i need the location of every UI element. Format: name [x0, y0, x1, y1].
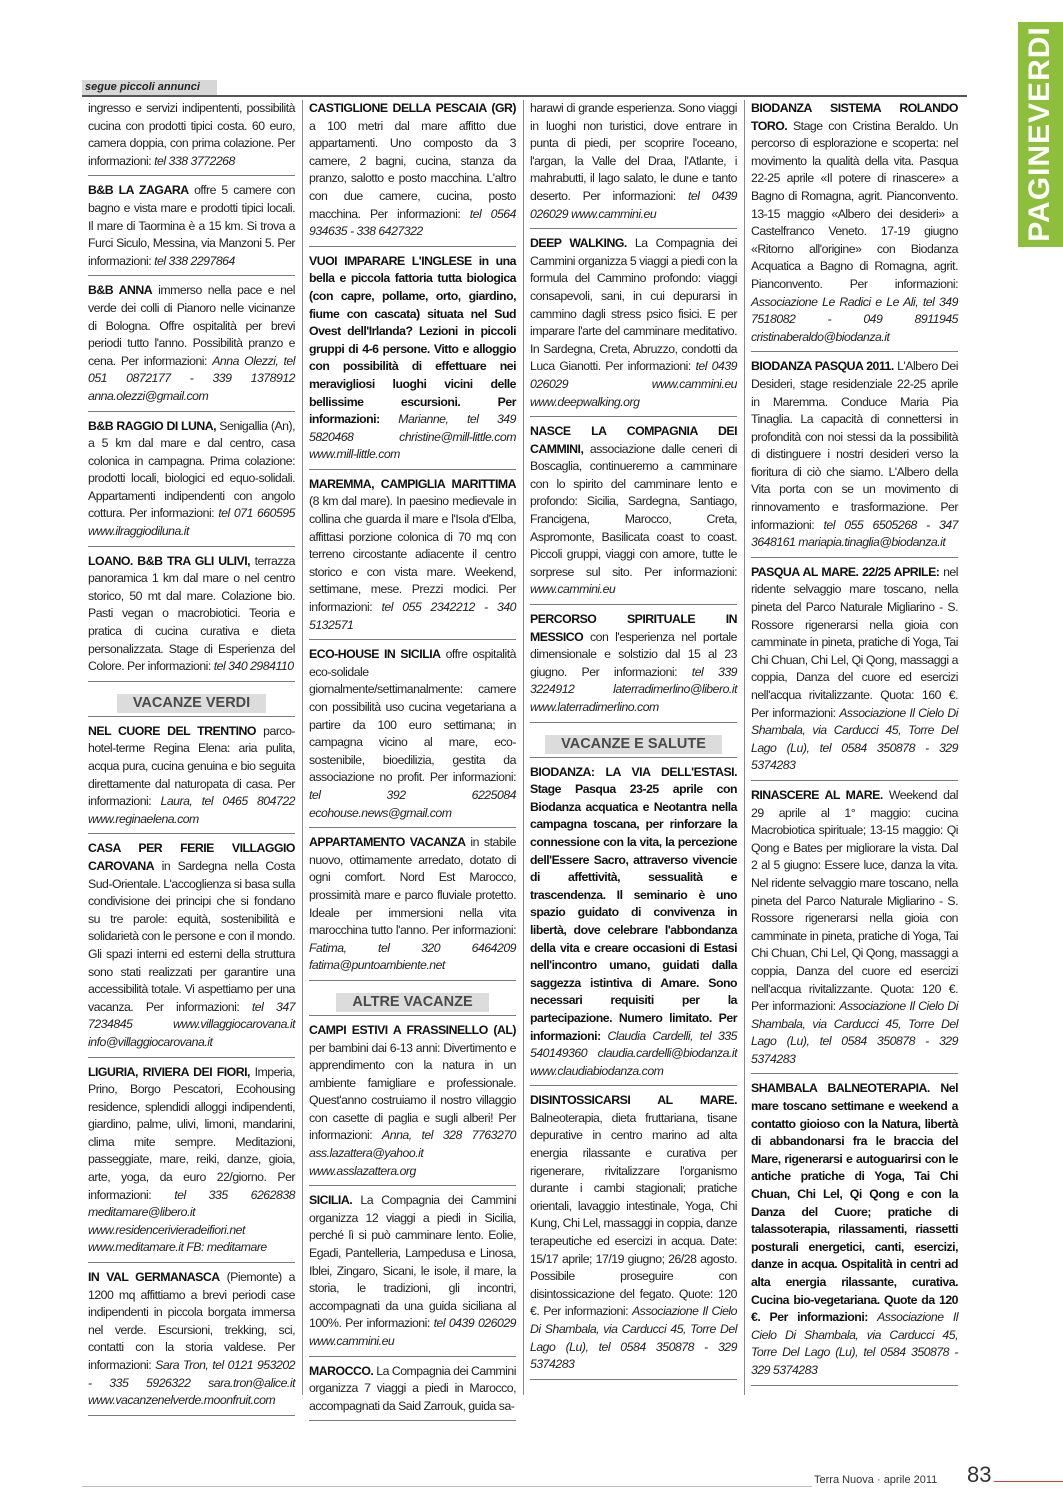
ad-body: a 100 metri dal mare affitto due appartamenti. Uno composto da 3 camere, 2 bagni, cucina, stanza da pranzo, salotto e posto macchina. L'altro con due camere, cucina, posto macchina. Per informazioni:	[309, 118, 516, 221]
ad-body: La Compagnia dei Cammini organizza 12 viaggi a piedi in Sicilia, perché lì si può camminare lento. Eolie, Egadi, Pantelleria, Lampedusa e Linosa, Iblei, Zingaro, Sicani, le isole, il mare, la storia, le tradizioni, gli incontri, accompagnati da una guida siciliana al 100%. Per informazioni:	[309, 1193, 516, 1331]
ad-contact[interactable]: tel 340 2984110	[213, 659, 294, 674]
ad-body: harawi di grande esperienza. Sono viaggi in luoghi non turistici, dove entrare in punta di piedi, per scoprire l'oceano, l'argan, la Valle del Draa, l'Atlante, i mahrabutti, il lago salato, le dune e tanto deserto. Per informazioni:	[530, 101, 737, 203]
column-4	[751, 100, 958, 1392]
classified-ad	[88, 1064, 295, 1264]
heading-vacanze-verdi: VACANZE VERDI	[88, 694, 295, 717]
ad-title: B&B LA ZAGARA	[88, 183, 189, 198]
ad-contact[interactable]: Associazione Il Cielo Di Shambala, via Carducci 45, Torre Del Lago (Lu), tel 0584 350878 - 329 5374283	[751, 1310, 958, 1377]
classified-ad	[751, 358, 958, 558]
classified-ad	[88, 282, 295, 411]
ad-body: La Compagnia dei Cammini organizza 5 viaggi a piedi con la formula del Cammino profondo: viaggi consapevoli, sani, in cui depurarsi in cammino dagli stress psico fisici. E per imparare l'arte del camminare meditativo. In Sardegna, Creta, Abruzzo, condotti da Luca Gianotti. Per informazioni:	[530, 236, 737, 374]
ad-title: MAROCCO.	[309, 1363, 374, 1378]
ad-body: con l'esperienza nel portale dimensionale e solstizio dal 15 al 23 giugno. Per informazioni:	[530, 629, 738, 679]
ad-body: Imperia, Prino, Borgo Pescatori, Ecohousing residence, splendidi alloggi indipendenti, giardino, palme, ulivi, limoni, mandarini, clima mite sempre. Meditazioni, passeggiate, mare, reiki, danze, gioia, arte, yoga, da euro 22/giorno. Per informazioni:	[88, 1064, 295, 1202]
ad-contact[interactable]: Marianne, tel 349 5820468 christine@mill-little.com www.mill-little.com	[309, 412, 516, 462]
ad-contact[interactable]: tel 339 3224912 laterradimerlino@libero.it www.laterradimerlino.com	[530, 664, 737, 714]
classified-ad	[309, 1363, 516, 1422]
ad-body: La Compagnia dei Cammini organizza 7 viaggi a piedi in Marocco, accompagnati da Said Zarrouk, guida sa-	[309, 1363, 516, 1413]
classified-ad	[751, 787, 958, 1075]
ad-title: CASA PER FERIE VILLAGGIO CAROVANA	[88, 841, 295, 873]
ad-body: Weekend dal 29 aprile al 1° maggio: cucina Macrobiotica spirituale; 13-15 maggio: Qi Qong e Bates per migliorare la vista. Dal 2 al 5 giugno: Essere luce, danza la vita. Nel ridente selvaggio mare toscano, nella pineta del Parco Naturale Migliarino - S. Rossore rigenerarsi nella gioia con camminate in pineta, pratiche di Yoga, Tai Chi Chuan, Chi Lel, Qi Qong, massaggi a coppia, Danza del cuore ed esercizi nell'acqua rivitalizzante. Quota: 120 €. Per informazioni:	[751, 787, 959, 1014]
column-2	[309, 100, 516, 1427]
ad-body: L'Albero Dei Desideri, stage residenziale 22-25 aprile in Maremma. Conduce Maria Pia Tinaglia. La capacità di connettersi in profondità con noi stessi da la possibilità di distinguere i nostri desideri verso la fioritura di ciò che siamo. L'Albero della Vita porta con se un movimento di rinnovamento e trasformazione. Per informazioni:	[751, 359, 959, 532]
ad-title: BIODANZA: LA VIA DELL'ESTASI. Stage Pasqua 23-25 aprile con Biodanza acquatica e Neotantra nella campagna toscana, per rinforzare la connessione con la vita, la percezione dell'Essere Sacro, attraverso vivencie di affettività, sessualità e trascendenza. Il seminario è uno spazio guidato di convivenza in libertà, dove celebrare l'abbondanza della vita e creare occasioni di Estasi nell'incontro umano, guidati dalla saggezza istintiva di Amare. Sono necessari requisiti per la partecipazione. Numero limitato. Per informazioni:	[530, 764, 737, 1043]
ad-title: APPARTAMENTO VACANZA	[309, 835, 466, 850]
ad-title: CAMPI ESTIVI A FRASSINELLO (AL)	[309, 1022, 516, 1037]
ad-title: BIODANZA SISTEMA ROLANDO TORO.	[751, 101, 958, 133]
column-divider	[302, 100, 303, 1395]
ad-title: IN VAL GERMANASCA	[88, 1270, 220, 1285]
classified-ad	[88, 182, 295, 276]
classified-ad	[530, 100, 737, 229]
ad-contact[interactable]: Sara Tron, tel 0121 953202 - 335 5926322 sara.tron@alice.it www.vacanzenelverde.moonfruit.com	[88, 1358, 295, 1408]
classified-ad	[88, 723, 295, 835]
ad-title: NEL CUORE DEL TRENTINO	[88, 723, 256, 738]
classified-ad	[88, 100, 295, 176]
classified-ad	[309, 646, 516, 828]
ad-contact[interactable]: tel 347 7234845 www.villaggiocarovana.it info@villaggiocarovana.it	[88, 999, 295, 1049]
ad-contact[interactable]: tel 0564 934635 - 338 6427322	[309, 206, 516, 239]
classified-ad	[88, 418, 295, 547]
ad-body: nel ridente selvaggio mare toscano, nella pineta del Parco Naturale Migliarino - S. Rossore rigenerarsi nella gioia con camminate in pineta, pratiche di Yoga, Tai Chi Chuan, Chi Lel, Qi Qong, massaggi a coppia, Danza del cuore ed esercizi nell'acqua rivitalizzante. Quota: 160 €. Per informazioni:	[751, 564, 958, 720]
classified-ad	[309, 834, 516, 981]
classified-ad	[309, 1022, 516, 1186]
ad-title: MAREMMA, CAMPIGLIA MARITTIMA	[309, 476, 516, 491]
ad-contact[interactable]: Claudia Cardelli, tel 335 540149360 claudia.cardelli@biodanza.it www.claudiabiodanza.com	[530, 1028, 737, 1078]
ad-body: Balneoterapia, dieta fruttariana, tisane depurative in centro marino ad alta energia rilassante e curativa per rigenerare, rivitalizzare l'organismo durante i cambi stagionali; pratiche orientali, lavaggio intestinale, Yoga, Chi Kung, Chi Lel, massaggi in coppia, danze terapeutiche ed esercizi in acqua. Date: 15/17 aprile; 17/19 giugno; 26/28 agosto. Possibile proseguire con disintossicazione del fegato. Quote: 120 €. Per informazioni:	[530, 1110, 737, 1319]
ad-title: DISINTOSSICARSI AL MARE.	[530, 1093, 737, 1108]
ad-contact[interactable]: Fatima, tel 320 6464209 fatima@puntoambiente.net	[309, 940, 516, 973]
ad-contact[interactable]: tel 055 2342212 - 340 5132571	[309, 600, 517, 632]
classified-ad	[751, 100, 958, 352]
classified-ad	[530, 423, 737, 605]
ad-body: Senigallia (An), a 5 km dal mare e dal centro, casa colonica in campagna. Prima colazione: prodotti locali, biologici ed equo-solidali. Appartamenti indipendenti con angolo cottura. Per informazioni:	[88, 418, 295, 521]
ad-title: LOANO. B&B TRA GLI ULIVI,	[88, 553, 251, 568]
ad-contact[interactable]: Associazione Il Cielo Di Shambala, via Carducci 45, Torre Del Lago (Lu), tel 0584 350878 - 329 5374283	[751, 705, 958, 773]
pagine-verdi-tab	[1018, 22, 1063, 247]
ad-title: B&B ANNA	[88, 283, 153, 298]
ad-contact[interactable]: tel 0439 026029 www.cammini.eu	[309, 1316, 516, 1348]
ad-body: Stage con Cristina Beraldo. Un percorso di esplorazione e scoperta: nel movimento la qualità della vita. Pasqua 22-25 aprile «Il potere di rinascere» a Bagno di Romagna, agrit. Pianconvento. 13-15 maggio «Albero dei desideri» a Castelfranco Veneto. 17-19 giugno «Ritorno all'origine» con Biodanza Acquatica a Bagno di Romagna, agrit. Pianconvento. Per informazioni:	[751, 118, 958, 291]
column-divider	[523, 100, 524, 1395]
classified-ad	[751, 564, 958, 781]
classified-ad	[88, 840, 295, 1057]
ad-contact[interactable]: tel 0439 026029 www.cammini.eu	[530, 188, 737, 221]
ad-contact[interactable]: Anna Olezzi, tel 051 0872177 - 339 1378912 anna.olezzi@gmail.com	[88, 353, 295, 403]
ad-title: VUOI IMPARARE L'INGLESE in una bella e piccola fattoria tutta biologica (con capre, pollame, orto, giardino, fiume con cascata) situata nel Sud Ovest dell'Irlanda? Lezioni in piccoli gruppi di 4-6 persone. Vitto e alloggio con possibilità di effettuare nei meravigliosi luoghi vicini delle bellissime escursioni. Per informazioni:	[309, 253, 516, 427]
ad-body: in Sardegna nella Costa Sud-Orientale. L'accoglienza si basa sulla condivisione dei principi che si fondano su tre parole: equità, sostenibilità e solidarietà con le persone e con il mondo. Gli spazi interni ed esterni della struttura sono stati realizzati per garantire una accessibilità totale. Vi aspettiamo per una vacanza. Per informazioni:	[88, 858, 295, 1014]
ad-body: per bambini dai 6-13 anni: Divertimento e apprendimento con la natura in un ambiente famigliare e professionale. Quest'anno costruiamo il nostro villaggio con casette di paglia e sugli alberi! Per informazioni:	[309, 1040, 516, 1143]
classified-ad	[309, 100, 516, 247]
classified-ad	[309, 1192, 516, 1356]
footer-rule	[82, 1486, 812, 1487]
ad-title: LIGURIA, RIVIERA DEI FIORI,	[88, 1064, 250, 1079]
ad-body: ingresso e servizi indipententi, possibilità cucina con prodotti tipici costa. 60 euro, camera doppia, con prima colazione. Per informazioni:	[88, 101, 295, 168]
column-3	[530, 100, 737, 1386]
ad-contact[interactable]: tel 071 660595 www.ilraggiodiluna.it	[88, 506, 295, 539]
section-label-bar	[82, 80, 217, 95]
ad-body: (Piemonte) a 1200 mq affittiamo a brevi periodi case indipendenti in piccola borgata immersa nel verde. Escursioni, trekking, sci, contatti con la storia valdese. Per informazioni:	[88, 1270, 295, 1372]
top-rule	[82, 95, 967, 97]
ad-contact[interactable]: Associazione Il Cielo Di Shambala, via Carducci 45, Torre Del Lago (Lu), tel 0584 350878 - 329 5374283	[751, 999, 958, 1066]
ad-body: offre 5 camere con bagno e vista mare e prodotti tipici locali. Il mare di Taormina è a 15 km. Si trova a Furci Siculo, Messina, via Manzoni 5. Per informazioni:	[88, 183, 295, 268]
classified-ad	[309, 476, 516, 640]
ad-contact[interactable]: Laura, tel 0465 804722 www.reginaelena.com	[88, 794, 295, 826]
ad-contact[interactable]: www.cammini.eu	[530, 582, 616, 597]
side-tab-label: PAGINEVERDI	[1023, 26, 1056, 242]
ad-contact[interactable]: Associazione Il Cielo Di Shambala, via Carducci 45, Torre Del Lago (Lu), tel 0584 350878 - 329 5374283	[530, 1304, 737, 1372]
ad-contact[interactable]: tel 055 6505268 - 347 3648161 mariapia.tinaglia@biodanza.it	[751, 517, 959, 550]
ad-body: offre ospitalità eco-solidale giornalmente/settimanalmente: camere con possibilità uso cucina vegetariana a partire da 100 euro settimana; in campagna vicino al mare, eco-sostenibile, bioedilizia, gestita da associazione no profit. Per informazioni:	[309, 647, 516, 785]
page-number: 83	[967, 1462, 992, 1487]
classified-ad	[88, 1269, 295, 1416]
ad-body: in stabile nuovo, ottimamente arredato, dotato di ogni comfort. Nord Est Marocco, prossimità mare e parco fluviale protetto. Ideale per immersioni nella vita marocchina tutto l'anno. Per informazioni:	[309, 835, 516, 938]
ad-title: SICILIA.	[309, 1193, 353, 1208]
ad-title: NASCE LA COMPAGNIA DEI CAMMINI,	[530, 424, 737, 456]
ad-contact[interactable]: tel 338 2297864	[154, 253, 235, 268]
ad-title: DEEP WALKING.	[530, 236, 627, 251]
classified-ad	[88, 553, 295, 682]
ad-contact[interactable]: Associazione Le Radici e Le Ali, tel 349 7518082 - 049 8911945 cristinaberaldo@biodanza.it	[751, 294, 958, 344]
ad-contact[interactable]: Anna, tel 328 7763270 ass.lazattera@yahoo.it www.asslazattera.org	[309, 1128, 517, 1178]
column-1	[88, 100, 295, 1422]
ad-title: ECO-HOUSE IN SICILIA	[309, 647, 441, 662]
ad-contact[interactable]: tel 338 3772268	[154, 153, 235, 168]
heading-altre-vacanze: ALTRE VACANZE	[309, 993, 516, 1016]
classified-ad	[530, 1092, 737, 1380]
classified-ad	[309, 253, 516, 470]
ad-contact[interactable]: tel 335 6262838 meditamare@libero.it www.residencerivieradeifiori.net www.meditamare.it FB: meditamare	[88, 1187, 295, 1255]
classified-ad	[530, 611, 737, 723]
ad-body: terrazza panoramica 1 km dal mare o nel centro storico, 50 mt dal mare. Colazione bio. Pasti vegan o macrobiotici. Teoria e pratica di cucina curativa e dieta personalizzata. Stage di Esperienza del Colore. Per informazioni:	[88, 553, 295, 674]
ad-body: associazione dalle ceneri di Boscaglia, continueremo a camminare con lo spirito del camminare lento e profondo: Sicilia, Sardegna, Santiago, Francigena, Marocco, Creta, Aspromonte, Basilicata coast to coast. Piccoli gruppi, viaggi con amore, tutte le sorprese sul sito. Per informazioni:	[530, 441, 737, 579]
classified-ad	[530, 235, 737, 417]
ad-title: CASTIGLIONE DELLA PESCAIA (GR)	[309, 101, 516, 115]
ad-title: PERCORSO SPIRITUALE IN MESSICO	[530, 612, 737, 644]
ad-contact[interactable]: tel 392 6225084 ecohouse.news@gmail.com	[309, 787, 516, 820]
ad-title: BIODANZA PASQUA 2011.	[751, 359, 894, 374]
footer-magazine: Terra Nuova · aprile 2011	[814, 1474, 938, 1486]
ad-body: (8 km dal mare). In paesino medievale in collina che guarda il mare e l'Isola d'Elba, affittasi porzione colonica di 70 mq con terreno circostante adiacente il centro storico e con vista mare. Weekend, settimane, mese. Prezzi modici. Per informazioni:	[309, 494, 516, 615]
footer-accent-rule	[994, 1481, 1063, 1482]
ad-body: immerso nella pace e nel verde dei colli di Pianoro nelle vicinanze di Bologna. Offre ospitalità per brevi periodi tutto l'anno. Possibilità pranzo e cena. Per informazioni:	[88, 283, 296, 368]
ad-title: PASQUA AL MARE. 22/25 APRILE:	[751, 564, 940, 579]
section-label: segue piccoli annunci	[85, 81, 200, 93]
ad-title: SHAMBALA BALNEOTERAPIA. Nel mare toscano settimane e weekend a contatto gioioso con la Natura, libertà di abbandonarsi fra le braccia del Mare, rigenerarsi e autoguarirsi con le antiche pratiche di Yoga, Tai Chi Chuan, Chi Lel, Qi Qong e con la Danza del Cuore; pratiche di talassoterapia, rilassamenti, riassetti posturali energetici, canti, esercizi, danze in acqua. Ospitalità in centri ad alta energia rilassante, curativa. Cucina bio-vegetariana. Quote da 120 €. Per informazioni:	[751, 1081, 958, 1325]
ad-title: RINASCERE AL MARE.	[751, 787, 883, 802]
heading-vacanze-salute: VACANZE E SALUTE	[530, 735, 737, 758]
classified-ad	[530, 764, 737, 1087]
ad-contact[interactable]: tel 0439 026029 www.cammini.eu www.deepwalking.org	[530, 359, 737, 409]
column-divider	[744, 100, 745, 1395]
ad-body: parco-hotel-terme Regina Elena: aria pulita, acqua pura, cucina genuina e bio seguita direttamente dal naturopata di casa. Per informazioni:	[88, 723, 296, 809]
ad-title: B&B RAGGIO DI LUNA,	[88, 418, 217, 433]
classified-ad	[751, 1080, 958, 1385]
